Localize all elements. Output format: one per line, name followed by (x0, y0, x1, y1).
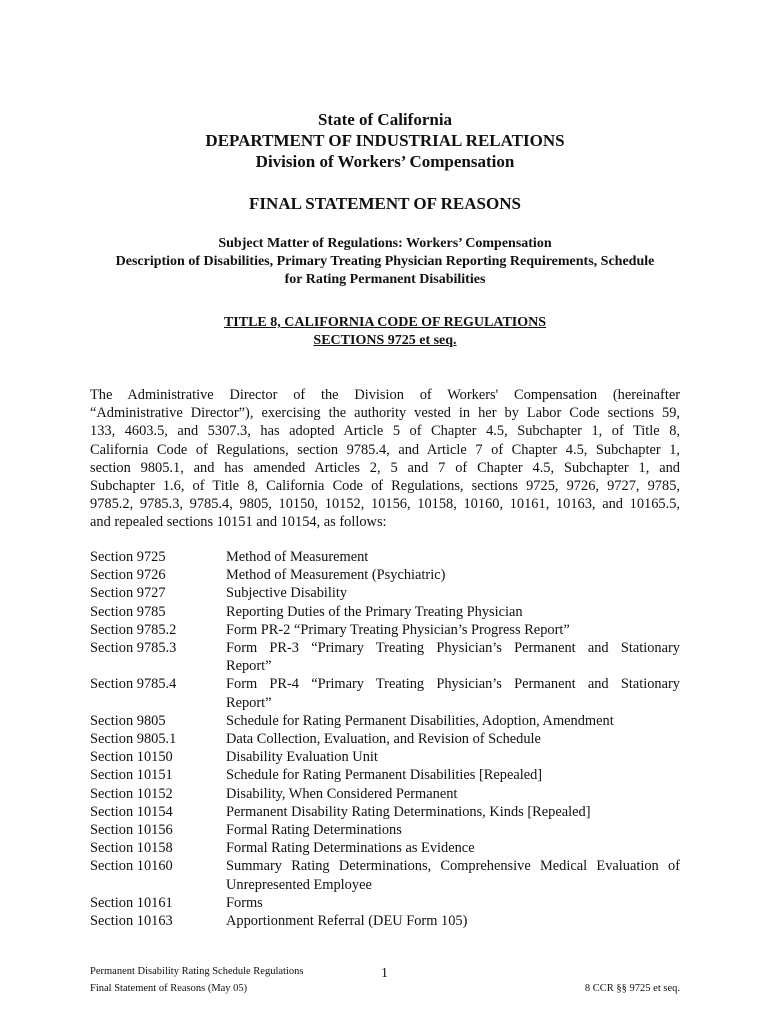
section-row (90, 912, 680, 930)
section-row (90, 857, 680, 893)
section-number: Section 10151 (90, 767, 173, 784)
title-reference (0, 315, 770, 331)
section-row (90, 566, 680, 584)
section-description: Form PR-2 “Primary Treating Physician’s Progress Report” (226, 621, 570, 638)
description-line-1: Description of Disabilities, Primary Treating Physician Reporting Requirements, Schedule (115, 254, 655, 269)
section-number: Section 10156 (90, 822, 173, 839)
section-description: Data Collection, Evaluation, and Revision of Schedule (226, 731, 541, 748)
intro-line: 133, 4603.5, and 5307.3, has adopted Article 5 of Chapter 4.5, Subchapter 1, of Title 8, (90, 423, 680, 440)
section-number: Section 9805 (90, 712, 166, 729)
section-row (90, 675, 680, 711)
section-description: Subjective Disability (226, 585, 348, 602)
section-description: Schedule for Rating Permanent Disabilities [Repealed] (226, 767, 543, 784)
section-description: Schedule for Rating Permanent Disabilities, Adoption, Amendment (226, 712, 614, 729)
section-description: Forms (226, 894, 263, 911)
page-number: 1 (381, 966, 388, 981)
division-heading: Division of Workers’ Compensation (255, 152, 515, 171)
title-reference-text: TITLE 8, CALIFORNIA CODE OF REGULATIONS (223, 315, 547, 330)
description-line-2: for Rating Permanent Disabilities (284, 272, 486, 287)
section-description: Reporting Duties of the Primary Treating Physician (226, 603, 523, 620)
section-description: Formal Rating Determinations (226, 822, 402, 839)
section-description-cont: Report” (226, 658, 272, 675)
section-description-cont: Unrepresented Employee (226, 876, 372, 893)
section-row (90, 894, 680, 912)
section-description: Formal Rating Determinations as Evidence (226, 840, 475, 857)
section-row (90, 730, 680, 748)
section-description: Disability Evaluation Unit (226, 749, 378, 766)
section-description-cont: Report” (226, 694, 272, 711)
state-heading: State of California (317, 110, 453, 129)
section-row (90, 785, 680, 803)
section-row (90, 548, 680, 566)
section-description: Summary Rating Determinations, Comprehensive Medical Evaluation of (226, 858, 680, 875)
intro-line: and repealed sections 10151 and 10154, as follows: (90, 514, 387, 531)
intro-paragraph (90, 386, 680, 532)
section-row (90, 603, 680, 621)
section-row (90, 766, 680, 784)
section-row (90, 712, 680, 730)
section-number: Section 9725 (90, 549, 166, 565)
section-number: Section 9785 (90, 603, 166, 620)
section-description: Form PR-4 “Primary Treating Physician’s Permanent and Stationary (226, 676, 680, 693)
section-description: Disability, When Considered Permanent (226, 785, 458, 802)
section-number: Section 9785.3 (90, 640, 177, 657)
section-description: Permanent Disability Rating Determinations, Kinds [Repealed] (226, 803, 591, 820)
section-description: Method of Measurement (Psychiatric) (226, 567, 446, 584)
section-number: Section 10158 (90, 840, 173, 857)
section-description: Apportionment Referral (DEU Form 105) (226, 913, 468, 930)
footer-right: 8 CCR §§ 9725 et seq. (584, 983, 680, 994)
section-number: Section 10150 (90, 749, 173, 766)
section-row (90, 621, 680, 639)
section-number: Section 10160 (90, 858, 173, 875)
document-title: FINAL STATEMENT OF REASONS (249, 194, 521, 213)
section-row (90, 839, 680, 857)
section-number: Section 9727 (90, 585, 166, 602)
section-number: Section 9805.1 (90, 731, 177, 748)
section-row (90, 803, 680, 821)
intro-line: 9785.2, 9785.3, 9785.4, 9805, 10150, 10152, 10156, 10158, 10160, 10161, 10163, and 10165.5, (90, 496, 680, 513)
subject-line: Subject Matter of Regulations: Workers’ Compensation (218, 236, 552, 251)
intro-line: California Code of Regulations, section 9785.4, and Article 7 of Chapter 4.5, Subchapter 1, (90, 441, 680, 458)
section-number: Section 10152 (90, 785, 173, 802)
section-number: Section 10154 (90, 803, 173, 820)
section-number: Section 9785.2 (90, 621, 177, 638)
sections-reference (0, 333, 770, 349)
section-description: Method of Measurement (226, 549, 369, 565)
intro-line: “Administrative Director”), exercising the authority vested in her by Labor Code sections 59, (90, 405, 680, 422)
footer-left-line-1: Permanent Disability Rating Schedule Regulations (90, 966, 304, 977)
footer-left-line-2: Final Statement of Reasons (May 05) (90, 983, 248, 994)
section-description: Form PR-3 “Primary Treating Physician’s Permanent and Stationary (226, 640, 680, 657)
sections-list (90, 548, 680, 930)
section-row (90, 748, 680, 766)
section-number: Section 9785.4 (90, 676, 177, 693)
section-row (90, 821, 680, 839)
sections-reference-text: SECTIONS 9725 et seq. (313, 333, 457, 348)
intro-line: Subchapter 1.6, of Title 8, California Code of Regulations, sections 9725, 9726, 9727, 9785, (90, 477, 680, 494)
section-row (90, 584, 680, 602)
intro-line: The Administrative Director of the Division of Workers' Compensation (hereinafter (90, 387, 680, 403)
section-number: Section 10161 (90, 894, 173, 911)
intro-line: section 9805.1, and has amended Articles 2, 5 and 7 of Chapter 4.5, Subchapter 1, and (90, 459, 680, 476)
department-heading: DEPARTMENT OF INDUSTRIAL RELATIONS (205, 131, 565, 150)
section-number: Section 9726 (90, 567, 166, 584)
section-row (90, 639, 680, 675)
section-number: Section 10163 (90, 913, 173, 930)
